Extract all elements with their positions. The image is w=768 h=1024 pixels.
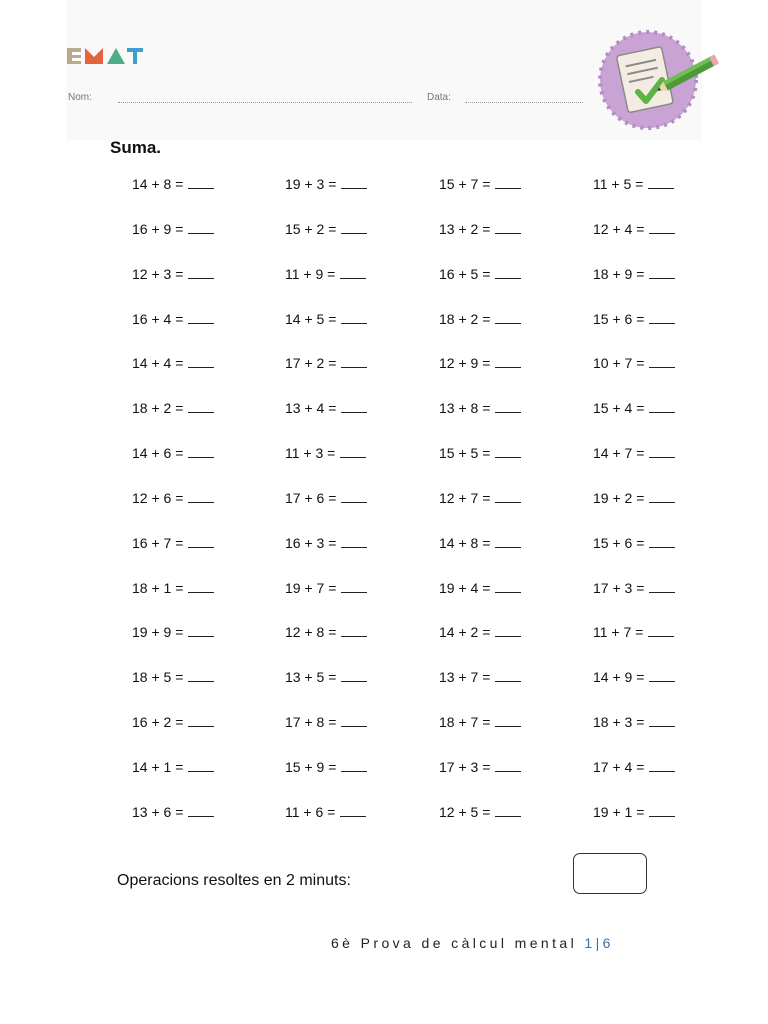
exercise-text: 15 + 4 =	[593, 400, 645, 417]
exercise-text: 16 + 9 =	[132, 220, 184, 237]
addition-exercise	[263, 578, 417, 623]
test-sheet-icon	[596, 28, 730, 132]
addition-exercise	[571, 533, 710, 578]
addition-exercise	[110, 622, 263, 667]
answer-blank[interactable]	[649, 804, 675, 817]
exercise-text: 16 + 4 =	[132, 310, 184, 327]
exercise-text: 14 + 6 =	[132, 445, 184, 462]
exercise-text: 17 + 8 =	[285, 714, 337, 731]
addition-exercise	[571, 219, 710, 264]
answer-blank[interactable]	[649, 355, 675, 368]
exercise-text: 19 + 1 =	[593, 803, 645, 820]
answer-blank[interactable]	[188, 355, 214, 368]
exercise-text: 18 + 1 =	[132, 579, 184, 596]
exercise-text: 15 + 9 =	[285, 758, 337, 775]
answer-blank[interactable]	[188, 311, 214, 324]
answer-blank[interactable]	[188, 669, 214, 682]
addition-exercise	[417, 219, 571, 264]
exercise-text: 10 + 7 =	[593, 355, 645, 372]
exercise-text: 14 + 9 =	[593, 669, 645, 686]
exercise-text: 12 + 5 =	[439, 803, 491, 820]
addition-exercise	[110, 533, 263, 578]
addition-exercise	[417, 757, 571, 802]
answer-blank[interactable]	[495, 759, 521, 772]
resolved-label: Operacions resoltes en 2 minuts:	[117, 872, 351, 889]
addition-exercise	[110, 264, 263, 309]
answer-blank[interactable]	[495, 311, 521, 324]
addition-exercise	[110, 757, 263, 802]
addition-exercise	[571, 712, 710, 757]
exercise-text: 12 + 9 =	[439, 355, 491, 372]
answer-blank[interactable]	[341, 669, 367, 682]
exercise-text: 18 + 3 =	[593, 714, 645, 731]
addition-exercise	[110, 802, 263, 847]
emat-logo-graphic	[67, 46, 147, 68]
exercise-text: 11 + 3 =	[285, 445, 336, 462]
exercise-text: 12 + 4 =	[593, 220, 645, 237]
addition-exercise	[263, 219, 417, 264]
exercise-text: 15 + 2 =	[285, 220, 337, 237]
exercise-text: 14 + 2 =	[439, 624, 491, 641]
addition-exercise	[417, 488, 571, 533]
addition-exercise	[263, 488, 417, 533]
exercise-text: 13 + 4 =	[285, 400, 337, 417]
answer-blank[interactable]	[495, 624, 521, 637]
answer-blank[interactable]	[188, 535, 214, 548]
answer-blank[interactable]	[495, 580, 521, 593]
exercise-text: 19 + 7 =	[285, 579, 337, 596]
addition-exercise	[417, 264, 571, 309]
exercise-text: 17 + 3 =	[439, 758, 491, 775]
addition-exercise	[571, 309, 710, 354]
addition-exercise	[417, 578, 571, 623]
answer-blank[interactable]	[649, 266, 675, 279]
addition-exercise	[263, 353, 417, 398]
exercise-text: 16 + 2 =	[132, 714, 184, 731]
addition-exercise	[417, 533, 571, 578]
answer-blank[interactable]	[341, 221, 367, 234]
page-number: 1|6	[584, 935, 614, 951]
exercise-text: 17 + 3 =	[593, 579, 645, 596]
addition-exercise	[571, 622, 710, 667]
answer-blank[interactable]	[649, 759, 675, 772]
exercise-text: 14 + 4 =	[132, 355, 184, 372]
resolved-count-box[interactable]	[573, 853, 647, 894]
exercise-text: 12 + 8 =	[285, 624, 337, 641]
exercise-text: 14 + 8 =	[132, 176, 184, 192]
exercise-text: 18 + 7 =	[439, 714, 491, 731]
addition-exercise	[110, 309, 263, 354]
answer-blank[interactable]	[188, 714, 214, 727]
addition-exercise	[571, 353, 710, 398]
exercise-text: 11 + 7 =	[593, 624, 644, 641]
answer-blank[interactable]	[649, 490, 675, 503]
addition-exercise	[263, 309, 417, 354]
exercise-text: 19 + 3 =	[285, 176, 337, 192]
exercise-text: 15 + 6 =	[593, 534, 645, 551]
addition-exercise	[263, 712, 417, 757]
date-label: Data:	[427, 92, 451, 103]
addition-exercise	[417, 622, 571, 667]
answer-blank[interactable]	[341, 355, 367, 368]
exercise-text: 15 + 6 =	[593, 310, 645, 327]
answer-blank[interactable]	[341, 580, 367, 593]
addition-exercise	[263, 757, 417, 802]
exercise-text: 19 + 2 =	[593, 489, 645, 506]
answer-blank[interactable]	[649, 714, 675, 727]
exercise-text: 12 + 6 =	[132, 489, 184, 506]
answer-blank[interactable]	[495, 221, 521, 234]
answer-blank[interactable]	[495, 669, 521, 682]
exercise-text: 17 + 2 =	[285, 355, 337, 372]
addition-exercise	[417, 353, 571, 398]
answer-blank[interactable]	[649, 535, 675, 548]
exercise-text: 17 + 4 =	[593, 758, 645, 775]
exercise-text: 16 + 3 =	[285, 534, 337, 551]
answer-blank[interactable]	[649, 311, 675, 324]
answer-blank[interactable]	[341, 400, 367, 413]
exercise-text: 19 + 4 =	[439, 579, 491, 596]
exercise-text: 18 + 2 =	[439, 310, 491, 327]
answer-blank[interactable]	[341, 535, 367, 548]
exercise-text: 13 + 7 =	[439, 669, 491, 686]
addition-exercise	[263, 622, 417, 667]
addition-exercise	[417, 667, 571, 712]
exercise-text: 18 + 2 =	[132, 400, 184, 417]
answer-blank[interactable]	[188, 490, 214, 503]
exercise-text: 13 + 5 =	[285, 669, 337, 686]
addition-exercise	[417, 309, 571, 354]
answer-blank[interactable]	[649, 580, 675, 593]
answer-blank[interactable]	[495, 400, 521, 413]
answer-blank[interactable]	[495, 355, 521, 368]
answer-blank[interactable]	[188, 266, 214, 279]
exercise-text: 14 + 5 =	[285, 310, 337, 327]
addition-exercise	[263, 174, 417, 219]
addition-exercise	[110, 667, 263, 712]
exercise-text: 17 + 6 =	[285, 489, 337, 506]
exercise-text: 11 + 6 =	[285, 803, 336, 820]
answer-blank[interactable]	[495, 176, 521, 189]
exercise-text: 11 + 9 =	[285, 265, 336, 282]
answer-blank[interactable]	[188, 580, 214, 593]
answer-blank[interactable]	[648, 176, 674, 189]
exercise-text: 19 + 9 =	[132, 624, 184, 641]
footer-title: 6è Prova de càlcul mental	[331, 935, 578, 951]
addition-exercise	[110, 174, 263, 219]
addition-exercise	[263, 264, 417, 309]
answer-blank[interactable]	[341, 759, 367, 772]
answer-blank[interactable]	[340, 804, 366, 817]
addition-exercise	[571, 757, 710, 802]
exercise-text: 14 + 1 =	[132, 758, 184, 775]
answer-blank[interactable]	[495, 490, 521, 503]
answer-blank[interactable]	[188, 804, 214, 817]
exercise-grid	[110, 174, 710, 847]
addition-exercise	[263, 443, 417, 488]
exercise-text: 13 + 6 =	[132, 803, 184, 820]
answer-blank[interactable]	[340, 266, 366, 279]
addition-exercise	[417, 712, 571, 757]
addition-exercise	[110, 488, 263, 533]
answer-blank[interactable]	[649, 669, 675, 682]
addition-exercise	[571, 398, 710, 443]
answer-blank[interactable]	[648, 624, 674, 637]
answer-blank[interactable]	[341, 490, 367, 503]
addition-exercise	[417, 443, 571, 488]
footer	[331, 935, 614, 951]
exercise-text: 13 + 8 =	[439, 400, 491, 417]
answer-blank[interactable]	[188, 400, 214, 413]
answer-blank[interactable]	[649, 445, 675, 458]
exercise-text: 16 + 5 =	[439, 265, 491, 282]
answer-blank[interactable]	[649, 400, 675, 413]
addition-exercise	[571, 174, 710, 219]
addition-exercise	[263, 667, 417, 712]
section-title: Suma.	[110, 138, 162, 157]
emat-logo	[67, 46, 147, 68]
addition-exercise	[110, 443, 263, 488]
exercise-text: 11 + 5 =	[593, 176, 644, 192]
addition-exercise	[110, 398, 263, 443]
addition-exercise	[110, 219, 263, 264]
answer-blank[interactable]	[495, 714, 521, 727]
exercise-text: 18 + 5 =	[132, 669, 184, 686]
answer-blank[interactable]	[188, 221, 214, 234]
answer-blank[interactable]	[341, 624, 367, 637]
exercise-text: 15 + 5 =	[439, 445, 491, 462]
exercise-text: 16 + 7 =	[132, 534, 184, 551]
name-label: Nom:	[68, 92, 92, 103]
addition-exercise	[263, 533, 417, 578]
addition-exercise	[571, 264, 710, 309]
addition-exercise	[417, 398, 571, 443]
exercise-text: 12 + 7 =	[439, 489, 491, 506]
addition-exercise	[571, 443, 710, 488]
answer-blank[interactable]	[188, 759, 214, 772]
date-field[interactable]	[465, 102, 583, 103]
exercise-text: 14 + 8 =	[439, 534, 491, 551]
answer-blank[interactable]	[495, 804, 521, 817]
answer-blank[interactable]	[495, 266, 521, 279]
addition-exercise	[110, 712, 263, 757]
addition-exercise	[571, 802, 710, 847]
addition-exercise	[110, 578, 263, 623]
exercise-text: 13 + 2 =	[439, 220, 491, 237]
exercise-text: 15 + 7 =	[439, 176, 491, 192]
answer-blank[interactable]	[188, 624, 214, 637]
addition-exercise	[417, 174, 571, 219]
name-field[interactable]	[118, 102, 412, 103]
answer-blank[interactable]	[188, 176, 214, 189]
addition-exercise	[110, 353, 263, 398]
answer-blank[interactable]	[649, 221, 675, 234]
addition-exercise	[571, 667, 710, 712]
answer-blank[interactable]	[495, 535, 521, 548]
answer-blank[interactable]	[340, 445, 366, 458]
answer-blank[interactable]	[341, 176, 367, 189]
answer-blank[interactable]	[341, 311, 367, 324]
exercise-text: 14 + 7 =	[593, 445, 645, 462]
answer-blank[interactable]	[341, 714, 367, 727]
addition-exercise	[417, 802, 571, 847]
addition-exercise	[571, 488, 710, 533]
answer-blank[interactable]	[495, 445, 521, 458]
addition-exercise	[263, 802, 417, 847]
answer-blank[interactable]	[188, 445, 214, 458]
addition-exercise	[571, 578, 710, 623]
exercise-text: 12 + 3 =	[132, 265, 184, 282]
addition-exercise	[263, 398, 417, 443]
exercise-text: 18 + 9 =	[593, 265, 645, 282]
